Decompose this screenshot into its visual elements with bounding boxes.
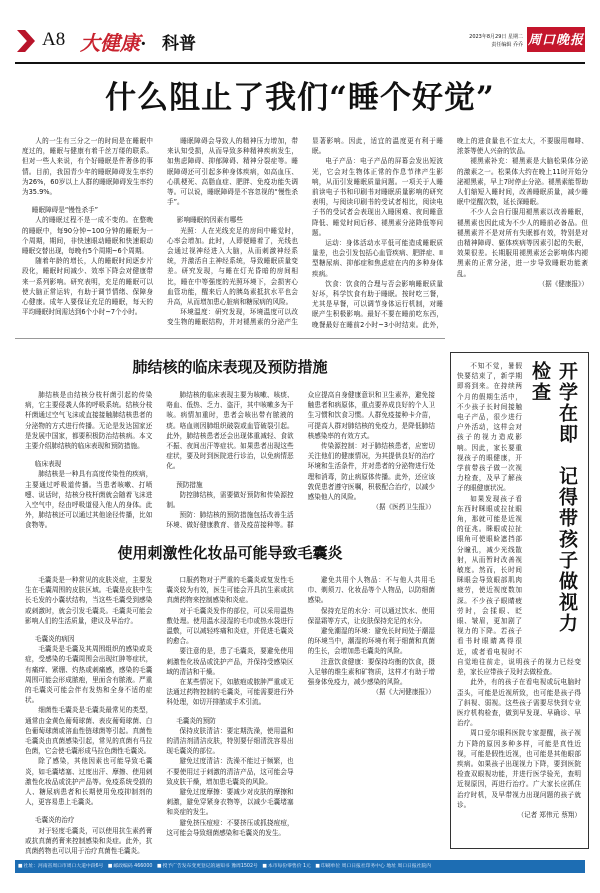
paragraph: 此外，有的孩子在看电视或玩电脑时歪头，可能是近视所致，也可能是孩子得了斜视、弱视。这些孩子需要尽快到专业医疗机构检查，做到早发现、早确诊、早治疗。 — [457, 678, 581, 728]
section-separator: · — [140, 33, 147, 55]
paragraph: 睡眠障碍会导致人的精神压力增加，带来认知受损，从而导致多种精神疾病发生，如焦虑障碍、抑郁障碍、精神分裂症等。睡眠障碍还可引起多种身体疾病，如高血压、心肌梗死、高脂血症、肥胖、免疫功能失调等。可以说，睡眠障碍是不容忽视的“慢性杀手”。 — [167, 137, 298, 207]
subheading: 睡眠障碍是“慢性杀手” — [31, 206, 99, 215]
paragraph: 人的一生有三分之一的时间是在睡眠中度过的，睡眠与健康有着千丝万缕的联系。但对一些人来说，有个好睡眠是件奢侈的事情。目前，我国青少年的睡眠障碍发生率约为26%，60岁以上人群的睡眠障碍发生率约为35.9%。 — [22, 137, 153, 197]
paragraph: 肺结核是一种具有高度传染性的疾病，主要通过呼吸道传播。当患者咳嗽、打喷嚏、说话时，结核分枝杆菌就会随着飞沫进入空气中，经由呼吸道侵入他人的身体。此外，肺结核还可以通过其他途径传播，比如食物等。 — [25, 470, 153, 530]
page-number: A8 — [42, 29, 66, 50]
article3-headline: 使用刺激性化妆品可能导致毛囊炎 — [117, 544, 343, 562]
paragraph: 如果发现孩子看东西时眯眼或拉扯眼角，那就可能是近视的征兆。眯眼或拉扯眼角可使眼睑遮挡部分瞳孔，减少光线散射，从而暂时改善视敏度。然而，长时间眯眼会导致眼部肌肉疲劳，使近视度数加深。不少孩子眼睛疲劳时，会揉眼、眨眼、皱眉，更加剧了视力的下降。若孩子看书时眼睛离得很近，或者看电视时不自觉地往前走，说明孩子的视力已经变差，家长应带孩子及时去做检查。 — [457, 494, 581, 677]
paragraph: 除了感染，其他因素也可能导致毛囊炎，如毛囊堵塞、过度出汗、摩擦、使用刺激性化妆品或洗护产品等。免疫系统受损的人、糖尿病患者和长期使用免疫抑制剂的人，更容易患上毛囊炎。 — [25, 757, 153, 807]
section-divider — [15, 338, 445, 339]
paragraph: 要注意的是，患了毛囊炎，要避免使用刺激性化妆品或洗护产品，并保持受感染区域的清洁和干燥。 — [166, 647, 294, 676]
paragraph: 保持充足的水分：可以通过饮水、使用保湿霜等方式，让皮肤保持充足的水分。 — [307, 606, 435, 625]
byline: （记者 郑伟元 蔡翔） — [517, 810, 581, 819]
article1-body — [22, 136, 588, 332]
issue-date: 2023年8月29日 星期二 — [469, 34, 523, 40]
paragraph: 避免过度摩擦：要减少对皮肤的摩擦和刺激，避免穿紧身衣物等，以减少毛囊堵塞和炎症的发生。 — [166, 788, 294, 817]
paragraph: 防控肺结核，需要做好预防和传染源控制。 — [166, 490, 294, 510]
paragraph: 运动：身体活动水平低可能造成睡眠质量差，也会引发包括心血管疾病、肥胖症、II型糖尿病、抑郁症和焦虑症在内的多种身体疾病。 — [312, 239, 443, 278]
paragraph: 褪黑素补充：褪黑素是大脑松果体分泌的激素之一。松果体大约在晚上11时开始分泌褪黑素，早上7时停止分泌。褪黑素能帮助人们缩短入睡时间，改善睡眠质量，减少睡眠中觉醒次数，延长深睡眠。 — [457, 157, 588, 207]
article2-body — [25, 390, 435, 540]
paragraph: 随着年龄的增长，人的睡眠时间逐步片段化，睡眠时间减少、效率下降会对健康带来一系列影响。研究表明，充足的睡眠可以使大脑正常运转，有助于调节情绪、保障身心健康。成年人要保证充足的睡眠，每天的平均睡眠时间需达到6个小时~7个小时。 — [22, 257, 153, 317]
paragraph: 毛囊炎是一种常见的皮肤炎症，主要发生在毛囊周围的皮肤区域。毛囊是皮肤中生长毛发的小囊状结构，当这些毛囊受到感染或刺激时，就会引发毛囊炎。毛囊炎可能会影响人们的生活质量，建议及早治疗。 — [25, 576, 153, 625]
section-name — [80, 27, 147, 56]
paragraph: 保持皮肤清洁：要定期洗澡，使用温和的清洁剂清洁皮肤，特别要仔细清洗容易出现毛囊炎的部位。 — [166, 726, 294, 756]
footer-bar — [15, 860, 585, 873]
paragraph: 毛囊炎是毛囊及其周围组织的感染或炎症，受感染的毛囊周围会出现红肿等症状，有痛痒、紧绷、灼热或刺痛感，感染的毛囊周围可能会形成脓疱，里面含有脓液。严重的毛囊炎可能会伴有发热和全身不适的症状。 — [25, 645, 153, 705]
newspaper-logo: 周口晚报 — [527, 27, 585, 52]
article-source: （据《健康报》） — [538, 279, 588, 288]
footer-postcode: ■ 邮政编码 466000 — [105, 864, 153, 869]
section-chevron-icon — [17, 30, 35, 52]
paragraph: 周口爱尔眼科医院专家提醒，孩子视力下降的原因多种多样，可能是真性近视，可能是假性近视，也可能是其他眼部疾病。如果孩子出现视力下降，要到医院检查双眼视功能，并进行医学验光，查明近视原因，再进行治疗。广大家长应抓住治疗时机，及早带视力出现问题的孩子就诊。 — [457, 729, 581, 809]
footer-printer: ■ 印刷单位 周口日报社印务中心 地址 周口日报社院内 — [312, 864, 431, 869]
paragraph: 细菌性毛囊炎是毛囊炎最常见的类型，通常由金黄色葡萄球菌、表皮葡萄球菌、白色葡萄球菌或溶血性链球菌等引起。真菌性毛囊炎由真菌感染引起，常见的真菌有马拉色菌，它会使毛囊形成马拉色菌性毛囊炎。 — [25, 706, 153, 756]
paragraph: 光照：人在光线充足的房间中睡觉时，心率会增加。此时，人即便睡着了，光线也会通过视神经进入大脑，从而刺激神经系统，并激活自主神经系统，导致睡眠质量变差。研究发现，与睡在灯光昏暗的房间相比，睡在中等强度的光照环境下，会损害心血管功能，醒来后人的胰岛素抵抗水平也会升高，从而增加患心脏病和糖尿病的风险。 — [167, 226, 298, 307]
paragraph: 肺结核是由结核分枝杆菌引起的传染病，它主要侵袭人体的呼吸系统。结核分枝杆菌通过空气飞沫或直接接触肺结核患者的分泌物的方式进行传播。无论是发达国家还是发展中国家，都要积极防治结核病。本文主要介绍肺结核的临床表现和预防措施。 — [25, 391, 153, 451]
header-divider — [15, 62, 585, 64]
paragraph: 饮食：饮食的合理与否会影响睡眠质量好坏，科学饮食有助于睡眠。按时吃三餐，尤其是早餐，可以调节身体运行机制，对睡眠产生积极影响。最好不要在睡前吃东西，晚餐最好在睡前2小时~3小时结束。此外，晚上的进食量也不宜太大，不要服用咖啡、浓茶等使人兴奋的饮品。 — [312, 137, 588, 329]
subheading: 毛囊炎的病因 — [34, 635, 75, 644]
subheading: 预防措施 — [176, 480, 203, 489]
article1-headline: 什么阻止了我们“睡个好觉” — [105, 80, 495, 116]
footer-address: ■ 社址：河南省周口市周口大道中段6号 — [15, 864, 103, 869]
paragraph: 注意饮食健康：要保持均衡的饮食，摄入足够的维生素和矿物质，这样才有助于增强身体免疫力，减少感染的风险。 — [307, 657, 435, 687]
sidebar-headline: 开学在即 记得带孩子做视力检查 — [529, 361, 578, 634]
paragraph: 预防：肺结核的预防措施包括改善生活环境、做好健康教育、普及疫苗接种等。群众应提高自身健康意识和卫生素养，避免接触患者和病原体，重点要养成良好的个人卫生习惯和饮食习惯。人群免疫接种卡介苗，可提高人群对肺结核的免疫力，是降低肺结核感染率的有效方式。 — [166, 391, 435, 530]
subheading: 影响睡眠的因素有哪些 — [176, 216, 243, 225]
article2-headline: 肺结核的临床表现及预防措施 — [132, 358, 328, 376]
article3-body — [25, 575, 435, 857]
paragraph: 避免挤压痘痘：不要挤压或抓挠痘痘，这可能会导致细菌感染和毛囊炎的发生。 — [166, 818, 294, 837]
issue-info — [415, 33, 523, 49]
subheading: 毛囊炎的治疗 — [34, 816, 75, 825]
paragraph: 避免共用个人物品：不与他人共用毛巾、剃须刀、化妆品等个人物品，以防细菌感染。 — [307, 576, 435, 605]
footer-price: ■ 本市每份零售价 1元 — [259, 864, 311, 869]
paragraph: 口服药物对于严重的毛囊炎或复发性毛囊炎较为有效，医生可能会开具抗生素或抗真菌药物来控制感染和炎症。 — [166, 576, 294, 605]
paragraph: 电子产品：电子产品的屏幕会发出短波光，它会对生物体正常的作息节律产生影响，从而引发睡眠质量问题。一项关于人睡前读电子书和印刷书对睡眠质量影响的研究表明，与阅读印刷书的受试者相比，阅读电子书的受试者会表现出入睡困难、夜间睡意降低、睡觉时间后移、褪黑素分泌降低等问题。 — [312, 157, 443, 237]
sidebar-article-box — [450, 352, 589, 849]
editor-credit: 责任编辑 乔乔 — [491, 42, 523, 48]
paragraph: 不知不觉，暑假快要结束了，新学期即将到来。在持续两个月的假期生活中，不少孩子长时间接触电子产品，很少进行户外活动，这样会对孩子的视力造成影响。因此，家长要重视孩子的眼健康，开学前带孩子做一次视力检查，及早了解孩子的眼健康状况。 — [457, 362, 522, 493]
subsection-name: 科普 — [162, 34, 196, 54]
paragraph: 不少人会自行服用褪黑素以改善睡眠，褪黑素也因此成为不少人的睡前必备品。但褪黑素并不是对所有失眠都有效，特别是对由精神障碍、躯体疾病等因素引起的失眠，效果很差。长期服用褪黑素还会影响体内褪黑素的正常分泌，进一步导致睡眠功能紊乱。 — [457, 208, 588, 278]
section-label: 大健康 — [80, 33, 140, 55]
paragraph: 避免过度清洁：洗澡不能过于频繁，也不要使用过于刺激的清洁产品，这可能会导致皮肤干燥，增加患毛囊炎的风险。 — [166, 757, 294, 786]
article-source: （据《医药卫生报》） — [372, 503, 435, 512]
paragraph: 在某些情况下，如脓疱或脓肿严重或无法通过药物控制的毛囊炎，可能需要进行外科处理，如切开排脓或手术引流。 — [166, 678, 294, 707]
paragraph: 肺结核的临床表现主要为咳嗽、咳痰、咯血、低热、乏力、盗汗，其中咳嗽多为干咳。病情加重时，患者会咳出带有脓液的痰。咯血则因肺组织破裂或血管破裂引起。此外，肺结核患者还会出现体重减轻、食欲不振、夜间出汗等症状。如果患者出现这些症状，要及时到医院进行诊治，以免病情恶化。 — [166, 391, 294, 471]
paragraph: 环境温度：研究发现，环境温度可以改变生物的睡眠结构，并对褪黑素的分泌产生显著影响。因此，适宜的温度更有利于睡眠。 — [167, 137, 443, 327]
paragraph: 避免潮湿的环境：避免长时间处于潮湿的环境当中，潮湿的环境有利于细菌和真菌的生长，会增加患毛囊炎的风险。 — [307, 627, 435, 656]
subheading: 临床表现 — [34, 460, 62, 469]
paragraph: 对于轻度毛囊炎，可以使用抗生素药膏或抗真菌药膏来控制感染和炎症。此外，抗真菌药物也可以用于治疗真菌性毛囊炎。 — [25, 826, 153, 856]
subheading: 毛囊炎的预防 — [176, 716, 216, 725]
footer-ad-license: ■ 授予广告发布变更登记的通知书 豫周1502号 — [154, 864, 258, 869]
paragraph: 传染源控制：对于肺结核患者，应密切关注他们的健康情况，为其提供良好的治疗环境和生活条件，并对患者的分泌物进行处理和消毒，防止病原体传播。此外，还应该敦促患者遵守医嘱，积极配合治疗，以减少感染他人的风险。 — [307, 442, 435, 502]
paragraph: 人的睡眠过程不是一成不变的。在整晚的睡眠中，每90分钟~100分钟的睡眠为一个周期，期间，非快速眼动睡眠和快速眼动睡眠交替出现，每晚有5个周期~6个周期。 — [22, 216, 153, 256]
article-source: （据《大河健康报》） — [372, 688, 435, 697]
paragraph: 对于毛囊炎发作的部位，可以采用温热敷处理。使用温水浸湿的毛巾或热水袋进行温敷，可以减轻疼痛和炎症，并促进毛囊炎的愈合。 — [166, 606, 294, 646]
